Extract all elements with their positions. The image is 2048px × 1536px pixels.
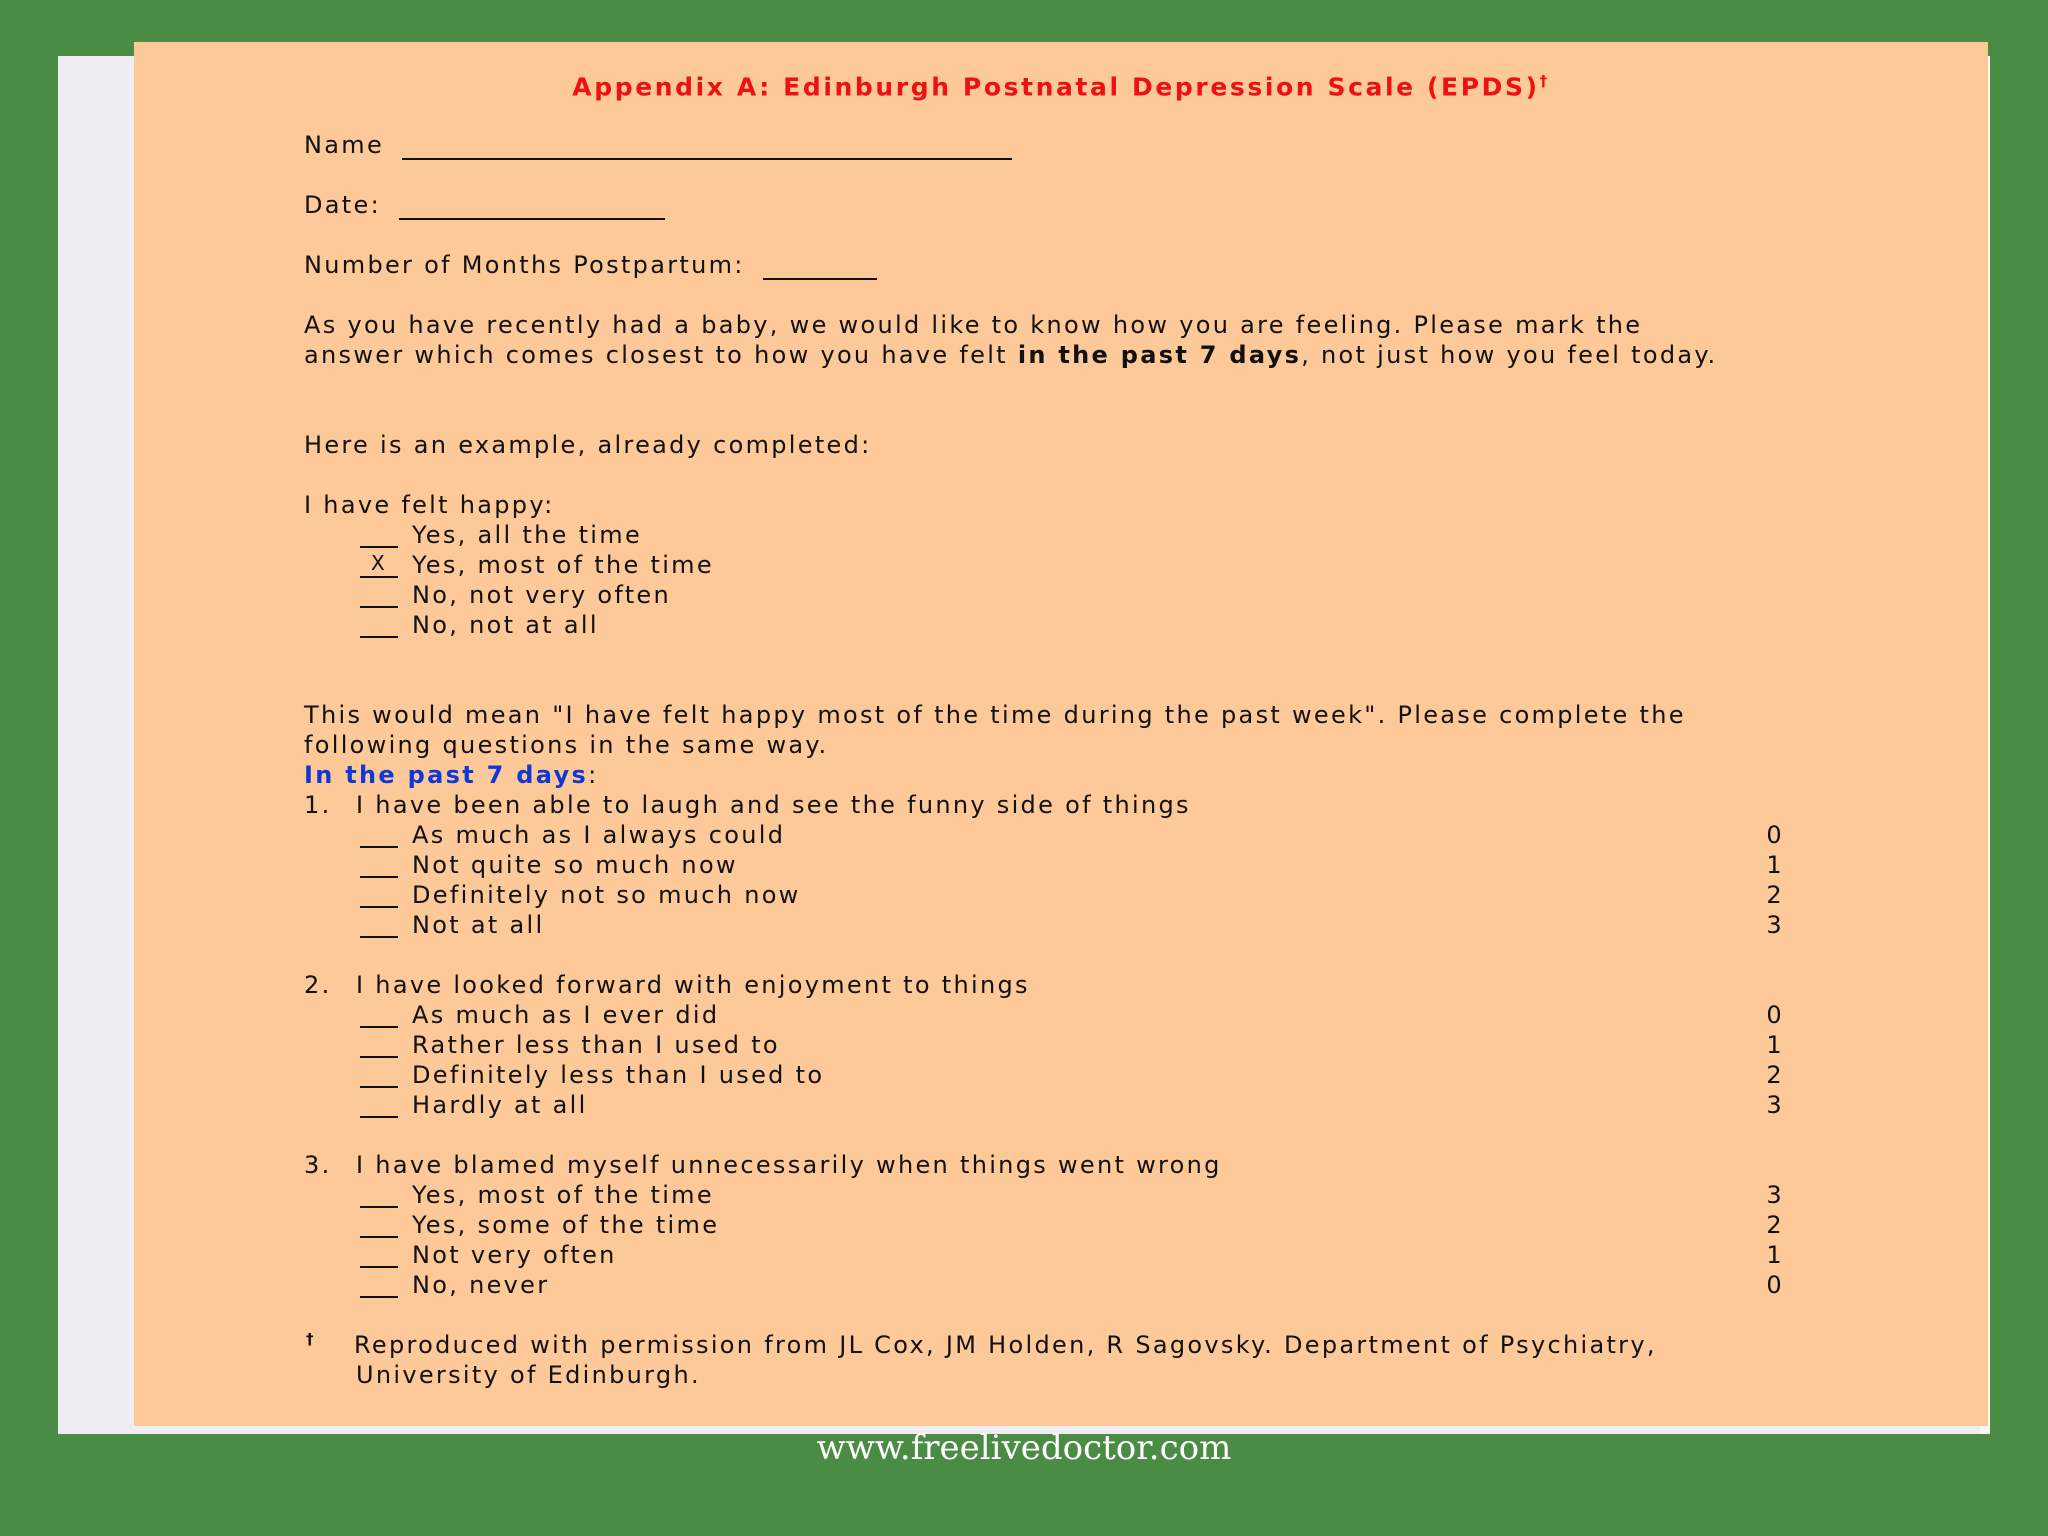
option-label: Not very often [412, 1241, 617, 1269]
footer-url[interactable]: www.freelivedoctor.com [816, 1428, 1232, 1468]
option-label: Rather less than I used to [412, 1031, 780, 1059]
question-number: 3. [304, 1151, 332, 1179]
months-input-line[interactable] [763, 256, 877, 280]
option-score: 3 [1766, 911, 1784, 939]
example-option [134, 520, 1784, 550]
option-score: 3 [1766, 1181, 1784, 1209]
option-label: Yes, most of the time [412, 551, 714, 579]
name-field [304, 130, 1012, 160]
option-label: Yes, some of the time [412, 1211, 720, 1239]
date-input-line[interactable] [399, 196, 665, 220]
intro-bold: in the past 7 days [1017, 341, 1302, 369]
option-score: 2 [1766, 881, 1784, 909]
option-label: Yes, most of the time [412, 1181, 714, 1209]
option-score: 3 [1766, 1091, 1784, 1119]
intro-text-1: As you have recently had a baby, we would like to know how you are feeling. Please mark the answer which comes closest to how you have felt [304, 311, 1643, 369]
answer-blank[interactable] [360, 1210, 398, 1238]
footnote-line-2: University of Edinburgh. [356, 1361, 701, 1389]
option-score: 0 [1766, 1001, 1784, 1029]
option-label: No, not at all [412, 611, 599, 639]
answer-blank[interactable] [360, 910, 398, 938]
answer-blank[interactable] [360, 610, 398, 638]
option-score: 1 [1766, 851, 1784, 879]
section-heading-text: In the past 7 days [304, 761, 589, 789]
document-title [134, 72, 1988, 101]
option-label: As much as I always could [412, 821, 786, 849]
intro-paragraph [304, 310, 1734, 370]
option-score: 2 [1766, 1211, 1784, 1239]
months-label: Number of Months Postpartum: [304, 251, 745, 279]
months-field [304, 250, 877, 280]
answer-blank[interactable] [360, 1000, 398, 1028]
example-question: I have felt happy: [304, 491, 555, 519]
option-score: 1 [1766, 1241, 1784, 1269]
question-text: I have looked forward with enjoyment to things [356, 971, 1030, 999]
answer-blank[interactable] [360, 820, 398, 848]
title-text: Appendix A: Edinburgh Postnatal Depression Scale (EPDS) [572, 72, 1540, 102]
answer-blank[interactable] [360, 1030, 398, 1058]
answer-option [134, 1270, 1784, 1300]
answer-option [134, 1060, 1784, 1090]
option-label: As much as I ever did [412, 1001, 720, 1029]
example-option [134, 610, 1784, 640]
name-input-line[interactable] [402, 136, 1012, 160]
question-number: 1. [304, 791, 332, 819]
option-score: 0 [1766, 1271, 1784, 1299]
option-label: Definitely less than I used to [412, 1061, 825, 1089]
title-dagger: † [1539, 72, 1550, 90]
answer-option [134, 820, 1784, 850]
answer-option [134, 1000, 1784, 1030]
question-text: I have blamed myself unnecessarily when things went wrong [356, 1151, 1222, 1179]
option-label: Not quite so much now [412, 851, 738, 879]
option-label: Hardly at all [412, 1091, 588, 1119]
example-intro: Here is an example, already completed: [304, 431, 872, 459]
explanation-paragraph: This would mean "I have felt happy most of the time during the past week". Please complete the following questions in the same way. [304, 701, 1686, 759]
answer-blank[interactable]: X [360, 550, 398, 578]
example-option [134, 580, 1784, 610]
answer-blank[interactable] [360, 1240, 398, 1268]
answer-option [134, 1210, 1784, 1240]
option-score: 0 [1766, 821, 1784, 849]
option-label: No, never [412, 1271, 550, 1299]
option-score: 2 [1766, 1061, 1784, 1089]
answer-option [134, 880, 1784, 910]
answer-blank[interactable] [360, 850, 398, 878]
option-label: Yes, all the time [412, 521, 643, 549]
intro-text-2: , not just how you feel today. [1301, 341, 1718, 369]
footnote-dagger: † [306, 1330, 316, 1348]
answer-option [134, 1090, 1784, 1120]
epds-document [134, 42, 1988, 1426]
date-label: Date: [304, 191, 381, 219]
question-text: I have been able to laugh and see the funny side of things [356, 791, 1191, 819]
answer-option [134, 1030, 1784, 1060]
section-heading-colon: : [588, 761, 599, 789]
option-label: Not at all [412, 911, 545, 939]
answer-blank[interactable] [360, 580, 398, 608]
answer-blank[interactable] [360, 880, 398, 908]
date-field [304, 190, 665, 220]
footnote-line-1: Reproduced with permission from JL Cox, JM Holden, R Sagovsky. Department of Psychiatry, [354, 1331, 1657, 1359]
section-heading [304, 760, 598, 790]
answer-blank[interactable] [360, 1180, 398, 1208]
option-label: Definitely not so much now [412, 881, 801, 909]
answer-option [134, 1180, 1784, 1210]
answer-blank[interactable] [360, 1090, 398, 1118]
question-number: 2. [304, 971, 332, 999]
answer-option [134, 1240, 1784, 1270]
answer-blank[interactable] [360, 520, 398, 548]
answer-option [134, 910, 1784, 940]
answer-blank[interactable] [360, 1270, 398, 1298]
option-score: 1 [1766, 1031, 1784, 1059]
option-label: No, not very often [412, 581, 671, 609]
example-option [134, 550, 1784, 580]
name-label: Name [304, 131, 385, 159]
answer-option [134, 850, 1784, 880]
answer-blank[interactable] [360, 1060, 398, 1088]
